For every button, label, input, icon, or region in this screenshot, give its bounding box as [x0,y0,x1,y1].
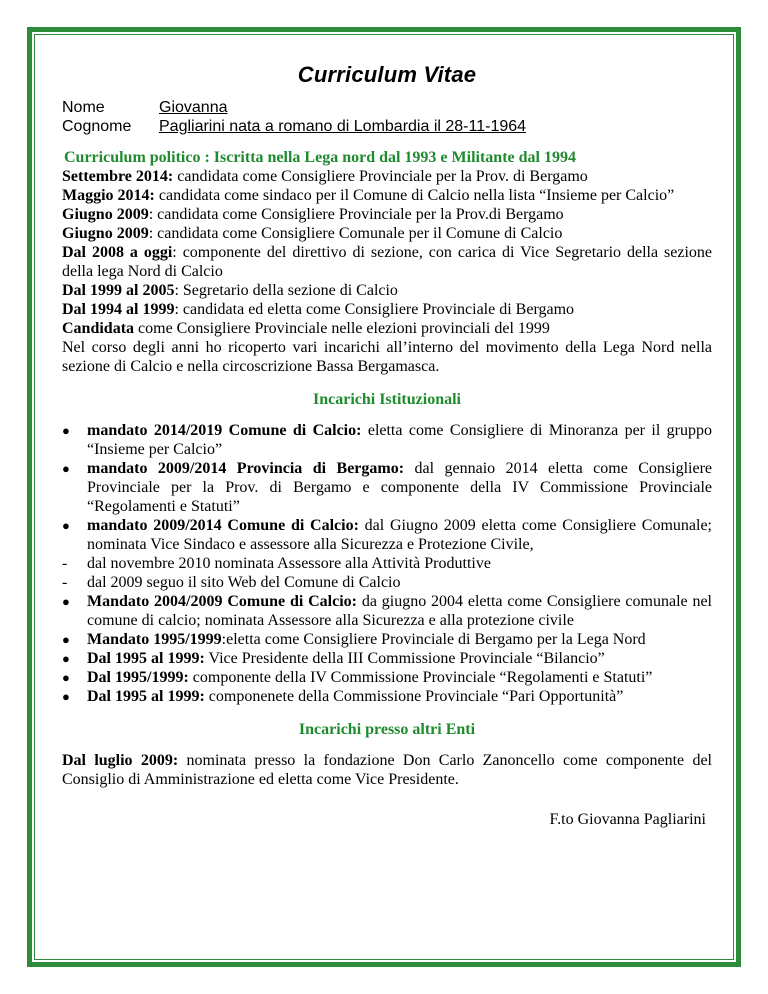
item-title: Dal 1995 al 1999: [87,688,205,705]
item-text: dal novembre 2010 nominata Assessore alla Attività Produttive [87,555,491,572]
entry-text: come Consigliere Provinciale nelle elezioni provinciali del 1999 [134,320,550,337]
dash-icon: - [62,574,68,591]
entry-text: : candidata ed eletta come Consigliere Provinciale di Bergamo [174,301,575,318]
item-title: Mandato 2004/2009 Comune di Calcio: [87,593,357,610]
bullet-icon: ● [62,518,70,533]
entry-text: : componente del direttivo di sezione, con carica di Vice Segretario della sezione della lega Nord di Calcio [62,244,712,280]
dash-icon: - [62,555,68,572]
political-heading: Curriculum politico : Iscritta nella Lega nord dal 1993 e Militante dal 1994 [64,149,576,166]
list-item [62,649,712,668]
identity-label: Nome [62,99,105,116]
political-entry [62,186,712,205]
item-text: componenete della Commissione Provinciale “Pari Opportunità” [204,688,624,705]
political-entry [62,338,712,376]
list-item [62,554,712,573]
identity-value: Giovanna [159,99,228,116]
institutional-list [62,421,712,706]
list-item [62,421,712,459]
bullet-icon: ● [62,632,70,647]
political-entry [62,167,712,186]
item-title: mandato 2014/2019 Comune di Calcio: [87,422,362,439]
item-text: componente della IV Commissione Provinciale “Regolamenti e Statuti” [188,669,653,686]
identity-value: Pagliarini nata a romano di Lombardia il 28-11-1964 [159,118,527,135]
entry-date: Giugno 2009 [62,225,149,242]
list-item [62,687,712,706]
list-item [62,573,712,592]
identity-row-cognome [62,117,712,136]
entry-date: Candidata [62,320,135,337]
bullet-icon: ● [62,594,70,609]
document-body [62,62,712,829]
bullet-icon: ● [62,423,70,438]
entry-text: Nel corso degli anni ho ricoperto vari incarichi all’interno del movimento della Lega Nord nella sezione di Calcio e nella circoscrizione Bassa Bergamasca. [62,339,712,375]
political-entry [62,243,712,281]
list-item [62,630,712,649]
identity-block [62,98,712,136]
list-item [62,668,712,687]
entry-text: : Segretario della sezione di Calcio [174,282,398,299]
item-text: Vice Presidente della III Commissione Provinciale “Bilancio” [204,650,605,667]
political-entry [62,300,712,319]
political-entries [62,167,712,376]
entry-date: Dal 1999 al 2005 [62,282,175,299]
entry-text: : candidata come Consigliere Provinciale per la Prov.di Bergamo [148,206,564,223]
bullet-icon: ● [62,689,70,704]
item-text: :eletta come Consigliere Provinciale di Bergamo per la Lega Nord [221,631,646,648]
political-entry [62,205,712,224]
entry-text: nominata presso la fondazione Don Carlo Zanoncello come componente del Consiglio di Amministrazione ed eletta come Vice Presidente. [62,752,712,788]
list-item [62,516,712,554]
political-entry [62,281,712,300]
institutional-heading: Incarichi Istituzionali [312,391,461,408]
list-item [62,592,712,630]
bullet-icon: ● [62,461,70,476]
signature: F.to Giovanna Pagliarini [549,811,706,828]
bullet-icon: ● [62,651,70,666]
list-item [62,459,712,516]
political-entry [62,319,712,338]
item-text: dal Giugno 2009 eletta come Consigliere Comunale; nominata Vice Sindaco e assessore alla Sicurezza e Protezione Civile, [87,517,713,553]
entry-date: Dal 1994 al 1999 [62,301,175,318]
other-bodies-heading: Incarichi presso altri Enti [298,721,476,738]
item-text: dal 2009 seguo il sito Web del Comune di Calcio [87,574,401,591]
document-title: Curriculum Vitae [297,62,477,87]
item-title: Dal 1995 al 1999: [87,650,205,667]
entry-text: candidata come sindaco per il Comune di Calcio nella lista “Insieme per Calcio” [154,187,675,204]
entry-text: : candidata come Consigliere Comunale per il Comune di Calcio [148,225,563,242]
item-text: da giugno 2004 eletta come Consigliere comunale nel comune di calcio; nominata Assessore alla Sicurezza e alla protezione civile [87,593,712,629]
other-bodies-entry [62,751,712,789]
entry-date: Dal 2008 a oggi [62,244,173,261]
entry-date: Settembre 2014: [62,168,174,185]
bullet-icon: ● [62,670,70,685]
identity-row-nome [62,98,712,117]
item-title: mandato 2009/2014 Provincia di Bergamo: [87,460,405,477]
entry-date: Maggio 2014: [62,187,155,204]
other-bodies-block [62,751,712,789]
entry-date: Giugno 2009 [62,206,149,223]
item-title: Dal 1995/1999: [87,669,189,686]
item-title: mandato 2009/2014 Comune di Calcio: [87,517,359,534]
item-text: dal gennaio 2014 eletta come Consigliere Provinciale per la Prov. di Bergamo e componente della IV Commissione Provinciale “Regolamenti e Statuti” [87,460,713,515]
entry-text: candidata come Consigliere Provinciale per la Prov. di Bergamo [173,168,588,185]
item-title: Mandato 1995/1999 [87,631,222,648]
item-text: eletta come Consigliere di Minoranza per il gruppo “Insieme per Calcio” [87,422,712,458]
identity-label: Cognome [62,118,132,135]
political-entry [62,224,712,243]
entry-date: Dal luglio 2009: [62,752,179,769]
